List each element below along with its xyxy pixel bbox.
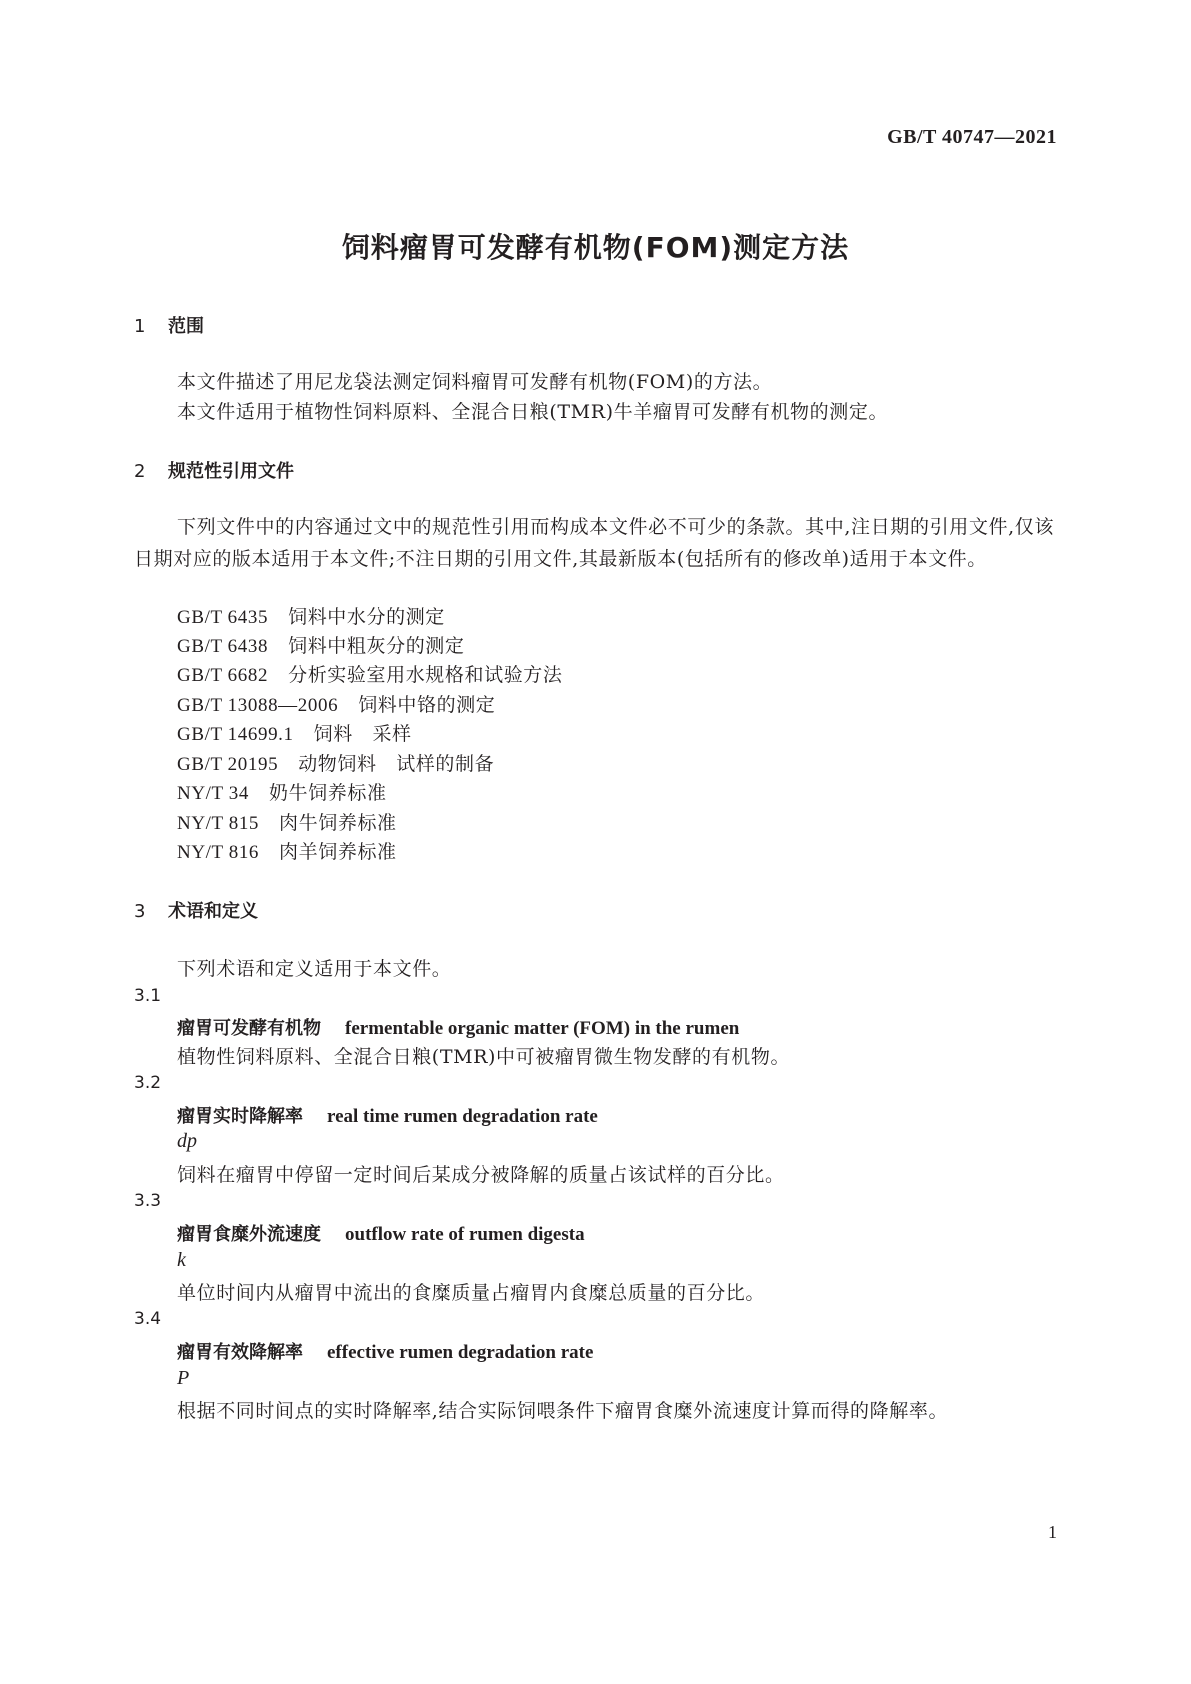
section-title: 范围 <box>168 316 204 337</box>
term-definition: 植物性饲料原料、全混合日粮(TMR)中可被瘤胃微生物发酵的有机物。 <box>177 1046 791 1068</box>
term-symbol: P <box>177 1367 190 1389</box>
term-symbol: k <box>177 1249 186 1271</box>
reference-code: GB/T 6682 <box>177 665 269 686</box>
page-number: 1 <box>1048 1522 1057 1542</box>
section-title: 术语和定义 <box>168 901 258 922</box>
term-name <box>177 1220 585 1246</box>
reference-title: 饲料中粗灰分的测定 <box>288 635 465 657</box>
reference-title: 肉羊饲养标准 <box>279 841 397 863</box>
reference-item <box>177 660 563 687</box>
reference-item <box>177 690 495 717</box>
reference-title: 饲料中水分的测定 <box>288 606 445 628</box>
reference-title: 饲料 采样 <box>313 723 412 745</box>
document-title: 饲料瘤胃可发酵有机物(FOM)测定方法 <box>341 231 850 264</box>
term-name-en: real time rumen degradation rate <box>327 1106 598 1127</box>
section-title: 规范性引用文件 <box>168 461 294 482</box>
term-symbol: dp <box>177 1130 197 1152</box>
term-definition: 饲料在瘤胃中停留一定时间后某成分被降解的质量占该试样的百分比。 <box>177 1164 785 1186</box>
section-heading-normative-references <box>134 457 294 483</box>
term-name <box>177 1014 739 1040</box>
reference-code: NY/T 816 <box>177 842 260 863</box>
term-number: 3.4 <box>134 1309 162 1329</box>
reference-code: NY/T 815 <box>177 813 260 834</box>
references-intro-paragraph: 下列文件中的内容通过文中的规范性引用而构成本文件必不可少的条款。其中,注日期的引用文件,仅该日期对应的版本适用于本文件;不注日期的引用文件,其最新版本(包括所有的修改单)适用于本文件。 <box>134 516 1054 570</box>
reference-title: 奶牛饲养标准 <box>268 782 387 804</box>
section-number: 3 <box>134 901 146 922</box>
reference-code: GB/T 20195 <box>177 754 279 775</box>
term-name-zh: 瘤胃实时降解率 <box>177 1106 303 1127</box>
reference-code: NY/T 34 <box>177 783 249 804</box>
reference-code: GB/T 6438 <box>177 636 269 657</box>
scope-paragraph-1: 本文件描述了用尼龙袋法测定饲料瘤胃可发酵有机物(FOM)的方法。 <box>177 371 773 393</box>
reference-item <box>177 719 412 746</box>
term-name-en: outflow rate of rumen digesta <box>345 1224 585 1245</box>
reference-title: 分析实验室用水规格和试验方法 <box>288 664 563 686</box>
reference-title: 动物饲料 试样的制备 <box>298 753 495 775</box>
scope-paragraph-2: 本文件适用于植物性饲料原料、全混合日粮(TMR)牛羊瘤胃可发酵有机物的测定。 <box>177 401 889 423</box>
term-number: 3.1 <box>134 986 162 1006</box>
reference-code: GB/T 14699.1 <box>177 724 294 745</box>
reference-item <box>177 837 397 864</box>
term-definition: 单位时间内从瘤胃中流出的食糜质量占瘤胃内食糜总质量的百分比。 <box>177 1282 766 1304</box>
term-name-en: fermentable organic matter (FOM) in the rumen <box>345 1018 740 1039</box>
reference-item <box>177 602 445 629</box>
reference-item <box>177 631 465 658</box>
reference-item <box>177 778 387 805</box>
term-name-zh: 瘤胃可发酵有机物 <box>177 1018 321 1039</box>
section-heading-terms-definitions <box>134 897 258 923</box>
term-number: 3.2 <box>134 1073 162 1093</box>
terms-intro: 下列术语和定义适用于本文件。 <box>177 958 452 980</box>
term-name-zh: 瘤胃食糜外流速度 <box>177 1224 321 1245</box>
term-name-zh: 瘤胃有效降解率 <box>177 1342 303 1363</box>
term-definition: 根据不同时间点的实时降解率,结合实际饲喂条件下瘤胃食糜外流速度计算而得的降解率。 <box>177 1400 949 1422</box>
section-number: 1 <box>134 316 146 337</box>
section-heading-scope <box>134 312 204 338</box>
term-name-en: effective rumen degradation rate <box>327 1342 594 1363</box>
section-number: 2 <box>134 461 146 482</box>
term-name <box>177 1338 593 1364</box>
standard-code: GB/T 40747—2021 <box>887 126 1057 148</box>
reference-code: GB/T 13088—2006 <box>177 695 339 716</box>
reference-title: 饲料中铬的测定 <box>358 694 496 716</box>
reference-code: GB/T 6435 <box>177 607 269 628</box>
reference-item <box>177 808 397 835</box>
term-number: 3.3 <box>134 1191 162 1211</box>
reference-title: 肉牛饲养标准 <box>279 812 397 834</box>
term-name <box>177 1102 598 1128</box>
reference-item <box>177 749 494 776</box>
